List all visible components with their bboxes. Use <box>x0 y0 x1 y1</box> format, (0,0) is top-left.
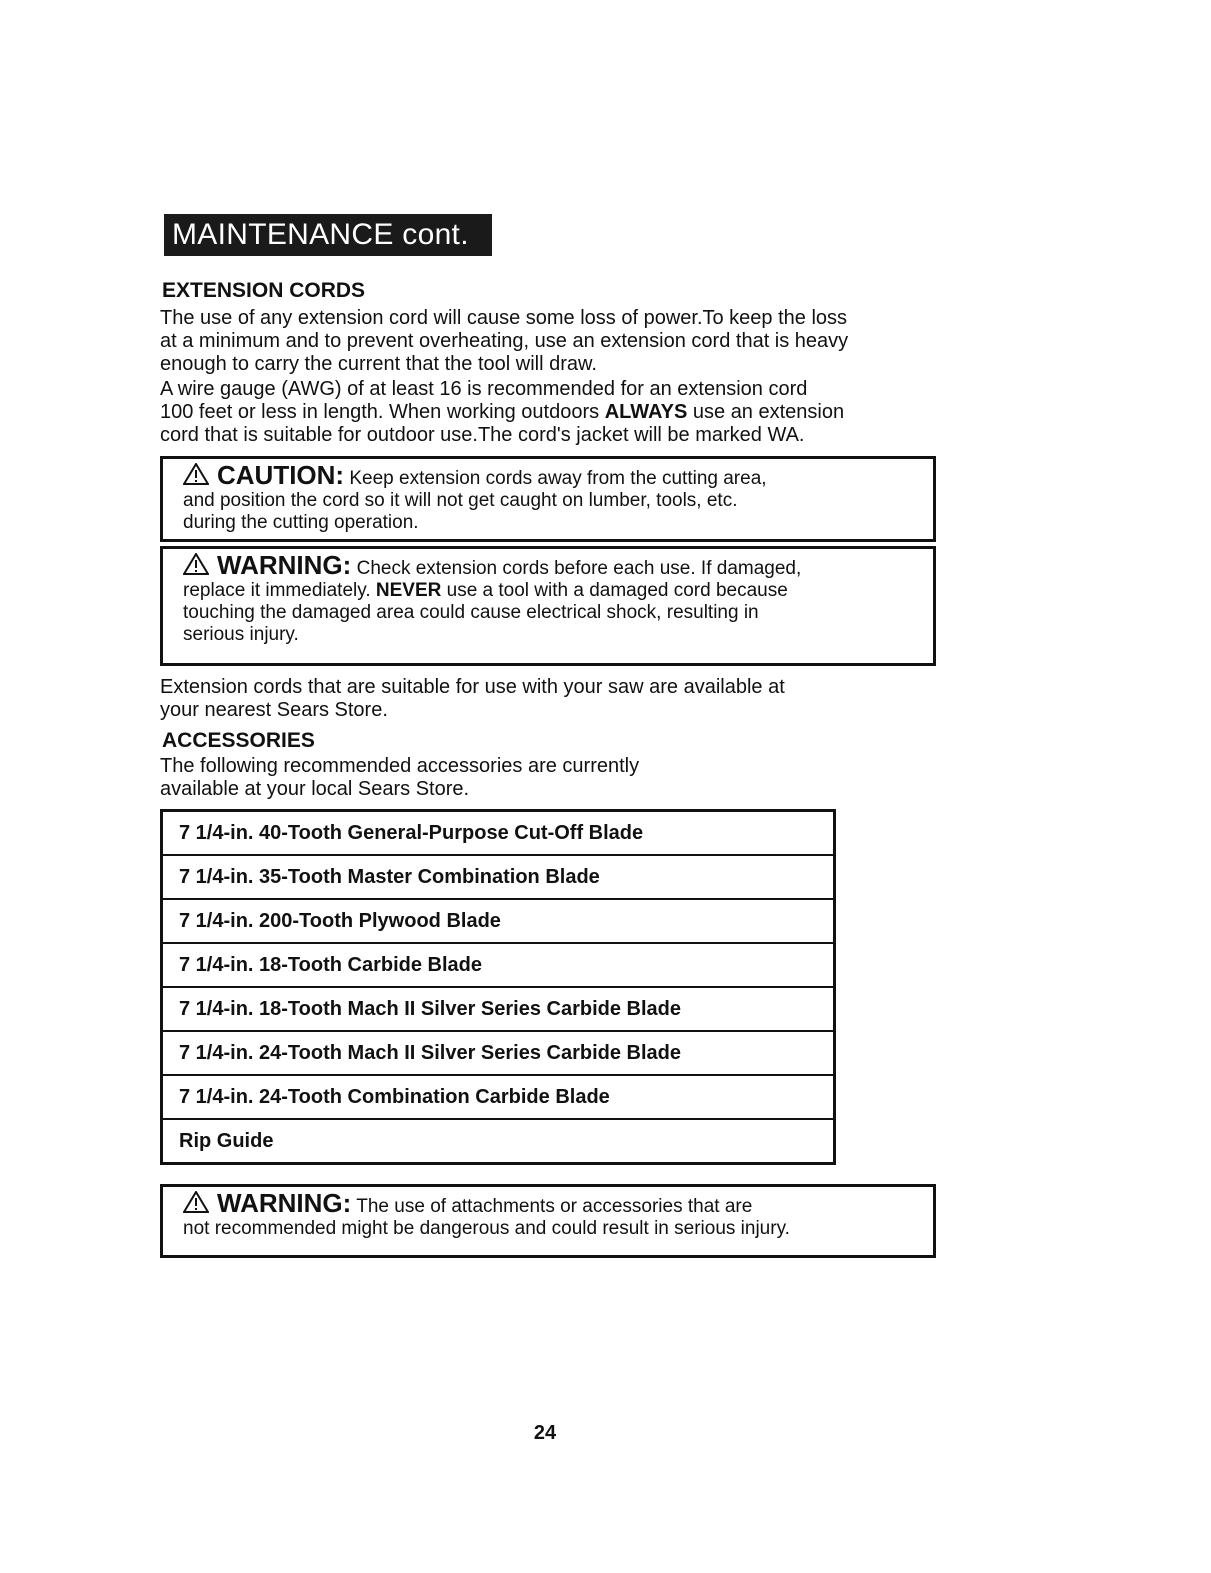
accessory-item: 7 1/4-in. 35-Tooth Master Combination Blade <box>162 855 835 899</box>
accessory-item: 7 1/4-in. 24-Tooth Combination Carbide Blade <box>162 1075 835 1119</box>
warning-box-accessories <box>160 1184 936 1258</box>
warning-text-a: Check extension cords before each use. If damaged, replace it immediately. <box>183 558 802 601</box>
accessory-item: 7 1/4-in. 40-Tooth General-Purpose Cut-Off Blade <box>162 811 835 856</box>
warning-triangle-icon <box>183 1191 209 1213</box>
accessories-table <box>160 809 836 1165</box>
accessory-item: Rip Guide <box>179 1129 274 1152</box>
paragraph-2-text-b: use an extension cord that is suitable for outdoor use.The cord's jacket will be marked WA. <box>160 401 845 446</box>
paragraph-2-text-a: A wire gauge (AWG) of at least 16 is recommended for an extension cord 100 feet or less in length. When working outdoors <box>160 378 808 423</box>
warning-emphasis: NEVER <box>375 580 442 601</box>
availability-paragraph: Extension cords that are suitable for use with your saw are available at your nearest Sears Store. <box>160 676 785 721</box>
table-row <box>162 899 835 943</box>
table-row <box>162 855 835 899</box>
page-number: 24 <box>533 1422 557 1444</box>
caution-title: CAUTION: <box>217 460 345 490</box>
accessory-item: 7 1/4-in. 200-Tooth Plywood Blade <box>162 899 835 943</box>
warning-title: WARNING: <box>217 1188 352 1218</box>
accessory-item: 7 1/4-in. 18-Tooth Carbide Blade <box>162 943 835 987</box>
paragraph-2-emphasis: ALWAYS <box>604 401 688 423</box>
table-row <box>162 1119 835 1164</box>
warning-text: The use of attachments or accessories that are not recommended might be dangerous and could result in serious injury. <box>183 1196 790 1239</box>
caution-text: Keep extension cords away from the cutting area, and position the cord so it will not get caught on lumber, tools, etc. during the cutting operation. <box>183 468 767 533</box>
accessories-heading: ACCESSORIES <box>162 729 315 752</box>
table-row <box>162 987 835 1031</box>
warning-triangle-icon <box>183 463 209 485</box>
accessories-intro: The following recommended accessories are currently available at your local Sears Store. <box>160 755 640 800</box>
extension-cords-paragraph-1: The use of any extension cord will cause some loss of power.To keep the loss at a minimum and to prevent overheating, use an extension cord that is heavy enough to carry the current that the tool will draw. <box>160 307 849 375</box>
warning-text-b: use a tool with a damaged cord because touching the damaged area could cause electrical shock, resulting in serious injury. <box>183 580 788 645</box>
extension-cords-heading: EXTENSION CORDS <box>162 279 366 302</box>
warning-title: WARNING: <box>217 550 352 580</box>
caution-box <box>160 456 936 542</box>
extension-cords-paragraph-2 <box>160 378 844 447</box>
accessory-item: 7 1/4-in. 24-Tooth Mach II Silver Series Carbide Blade <box>162 1031 835 1075</box>
warning-box-extension <box>160 546 936 666</box>
accessory-item: 7 1/4-in. 18-Tooth Mach II Silver Series Carbide Blade <box>162 987 835 1031</box>
table-row <box>162 943 835 987</box>
table-row <box>162 1031 835 1075</box>
table-row <box>162 811 835 856</box>
warning-triangle-icon <box>183 553 209 575</box>
section-banner: MAINTENANCE cont. <box>164 214 492 256</box>
table-row <box>162 1075 835 1119</box>
